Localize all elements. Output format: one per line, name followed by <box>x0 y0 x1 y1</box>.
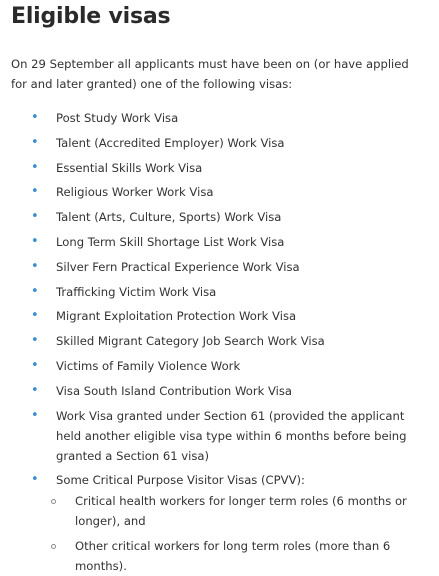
visa-label: Post Study Work Visa <box>56 111 179 125</box>
visa-label: Talent (Accredited Employer) Work Visa <box>56 135 285 150</box>
list-item <box>11 232 411 252</box>
visa-label: Trafficking Victim Work Visa <box>56 284 217 299</box>
bullet-icon: • <box>31 407 39 423</box>
list-item <box>11 182 411 202</box>
bullet-icon: • <box>31 209 39 225</box>
bullet-icon: • <box>31 472 39 488</box>
bullet-icon: • <box>31 382 39 398</box>
list-item <box>11 381 411 401</box>
visa-label: Skilled Migrant Category Job Search Work Visa <box>56 334 325 349</box>
list-item <box>11 470 411 576</box>
bullet-icon: • <box>31 134 39 150</box>
bullet-icon: • <box>31 184 39 200</box>
circle-bullet-icon <box>51 544 56 549</box>
bullet-icon: • <box>31 233 39 249</box>
list-item <box>11 331 411 351</box>
list-item <box>11 257 411 277</box>
bullet-icon: • <box>31 333 39 349</box>
list-item <box>11 282 411 302</box>
list-item <box>11 356 411 376</box>
bullet-icon: • <box>31 283 39 299</box>
visa-label: Some Critical Purpose Visitor Visas (CPVV): <box>56 473 305 488</box>
list-item <box>11 406 411 466</box>
intro-paragraph: On 29 September all applicants must have been on (or have applied for and later granted) one of the following visas: <box>11 57 409 91</box>
cpvv-label: Other critical workers for long term roles (more than 6 months). <box>75 539 391 574</box>
visa-label: Essential Skills Work Visa <box>56 160 203 175</box>
visa-label: Silver Fern Practical Experience Work Visa <box>56 259 300 274</box>
list-item <box>11 207 411 227</box>
bullet-icon: • <box>31 258 39 274</box>
bullet-icon: • <box>31 308 39 324</box>
bullet-icon: • <box>31 159 39 175</box>
sub-list-item <box>30 536 435 576</box>
visa-label: Work Visa granted under Section 61 (provided the applicant held another eligible visa type within 6 months before being granted a Section 61 visa) <box>56 408 407 463</box>
bullet-icon: • <box>31 110 39 125</box>
visa-label: Long Term Skill Shortage List Work Visa <box>56 234 285 249</box>
visa-label: Visa South Island Contribution Work Visa <box>56 383 293 398</box>
list-item <box>11 158 411 178</box>
cpvv-label: Critical health workers for longer term roles (6 months or longer), and <box>75 494 407 529</box>
list-item <box>11 306 411 326</box>
visa-label: Religious Worker Work Visa <box>56 185 214 200</box>
visa-label: Talent (Arts, Culture, Sports) Work Visa <box>56 210 282 225</box>
sub-list-item <box>30 491 425 531</box>
cpvv-sublist <box>56 491 411 576</box>
list-item <box>11 133 411 153</box>
visa-label: Migrant Exploitation Protection Work Visa <box>56 309 297 324</box>
list-item <box>11 108 411 128</box>
page-title: Eligible visas <box>11 4 171 29</box>
bullet-icon: • <box>31 357 39 373</box>
visa-label: Victims of Family Violence Work <box>56 358 241 373</box>
circle-bullet-icon <box>51 499 56 504</box>
visa-list <box>11 108 439 576</box>
